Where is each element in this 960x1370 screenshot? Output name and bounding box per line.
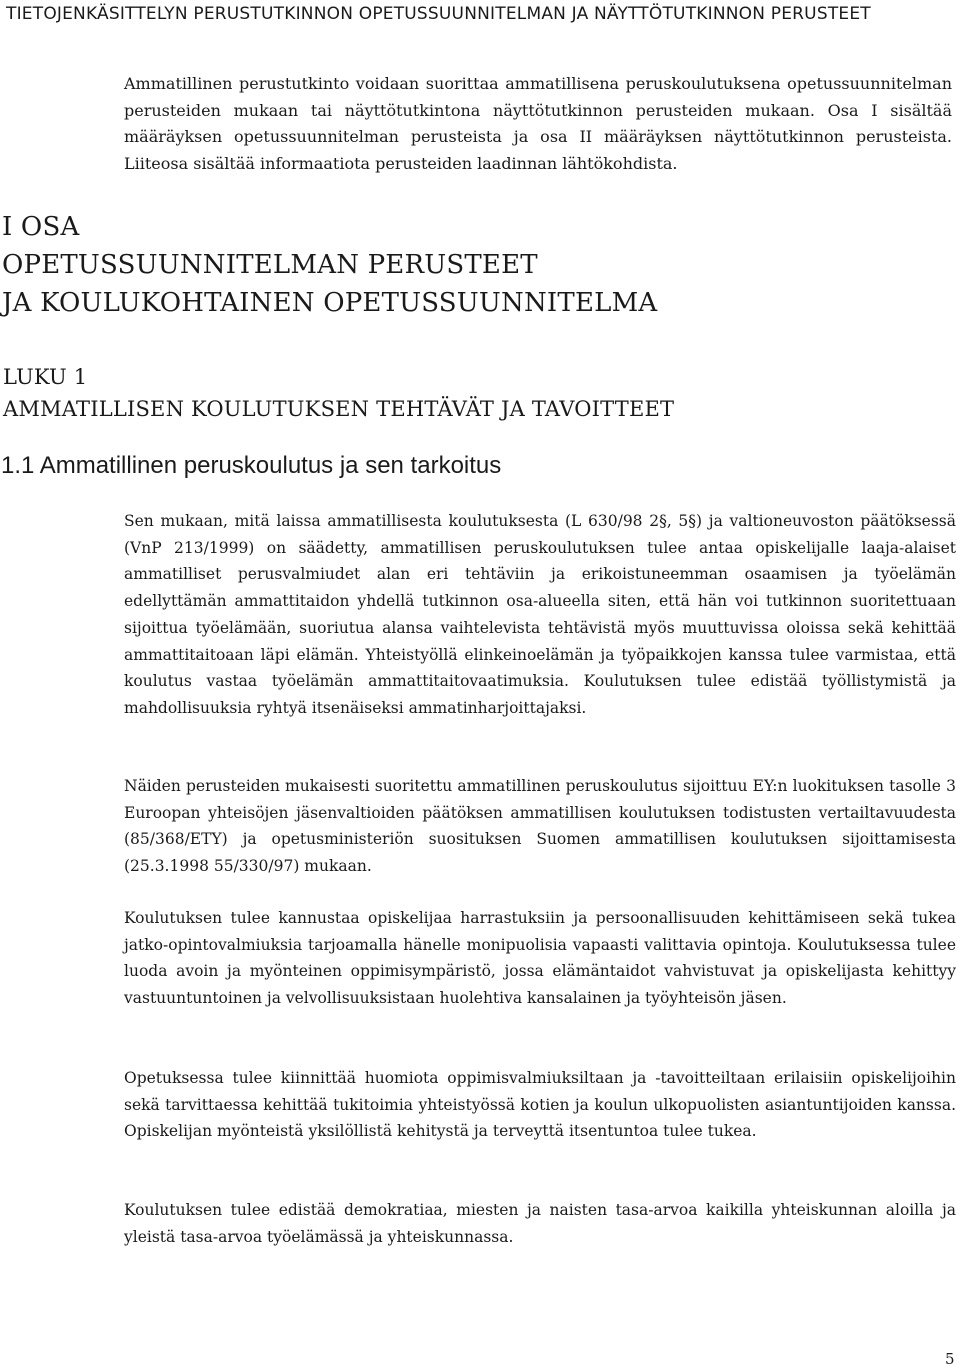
part-heading	[2, 208, 952, 322]
part-label: I OSA	[2, 212, 80, 242]
body-paragraph-4: Opetuksessa tulee kiinnittää huomiota oppimisvalmiuksiltaan ja -tavoitteiltaan erilaisiin opiskelijoihin sekä tarvittaessa kehittää tukitoimia yhteistyössä kotien ja koulun ulkopuolisten asiantuntijoiden kanssa. Opiskelijan myönteistä yksilöllistä kehitystä ja terveyttä itsentuntoa tulee tukea.	[124, 1069, 956, 1141]
part-title-line-2: JA KOULUKOHTAINEN OPETUSSUUNNITELMA	[2, 288, 658, 318]
chapter-title: AMMATILLISEN KOULUTUKSEN TEHTÄVÄT JA TAVOITTEET	[3, 397, 675, 421]
body-paragraph-1: Sen mukaan, mitä laissa ammatillisesta koulutuksesta (L 630/98 2§, 5§) ja valtioneuvoston päätöksessä (VnP 213/1999) on säädetty, ammatillisen peruskoulutuksen tulee antaa opiskelijalle laaja-alaiset ammatilliset perusvalmiudet alan eri tehtäviin ja erikoistuneemman osaamisen ja työelämän edellyttämän ammattitaidon yhdellä tutkinnon osa-alueella siten, että hän voi tutkinnon suoritettuaan sijoittua työelämään, suoriutua alansa vaihtelevista tehtävistä myös muuttuvissa oloissa sekä kehittää ammattitaitoaan läpi elämän. Yhteistyöllä elinkeinoelämän ja työpaikkojen kanssa tulee varmistaa, että koulutus vastaa työelämän ammattitaitovaatimuksia. Koulutuksen tulee edistää työllistymistä ja mahdollisuuksia ryhtyä itsenäiseksi ammatinharjoittajaksi.	[124, 512, 956, 717]
body-paragraph-3: Koulutuksen tulee kannustaa opiskelijaa harrastuksiin ja persoonallisuuden kehittämiseen sekä tukea jatko-opintovalmiuksia tarjoamalla hänelle monipuolisia vapaasti valittavia opintoja. Koulutuksessa tulee luoda avoin ja myönteinen oppimisympäristö, jossa elämäntaidot vahvistuvat ja opiskelijasta kehittyy vastuuntuntoinen ja velvollisuuksistaan huolehtiva kansalainen ja työyhteisön jäsen.	[124, 909, 956, 1008]
intro-paragraph: Ammatillinen perustutkinto voidaan suorittaa ammatillisena peruskoulutuksena opetussuunnitelman perusteiden mukaan tai näyttötutkintona näyttötutkinnon perusteiden mukaan. Osa I sisältää määräyksen opetussuunnitelman perusteista ja osa II määräyksen näyttötutkinnon perusteista. Liiteosa sisältää informaatiota perusteiden laadinnan lähtökohdista.	[124, 74, 952, 173]
body-paragraph-5: Koulutuksen tulee edistää demokratiaa, miesten ja naisten tasa-arvoa kaikilla yhteiskunnan aloilla ja yleistä tasa-arvoa työelämässä ja yhteiskunnassa.	[124, 1201, 956, 1246]
page-number: 5	[945, 1350, 955, 1368]
chapter-heading	[3, 361, 953, 425]
part-title-line-1: OPETUSSUUNNITELMAN PERUSTEET	[2, 250, 538, 280]
chapter-label: LUKU 1	[3, 365, 88, 389]
body-paragraph-2: Näiden perusteiden mukaisesti suoritettu ammatillinen peruskoulutus sijoittuu EY:n luokituksen tasolle 3 Euroopan yhteisöjen jäsenvaltioiden päätöksen ammatillisen koulutuksen todistusten vertailtavuudesta (85/368/ETY) ja opetusministeriön suosituksen Suomen ammatillisen koulutuksen sijoittamisesta (25.3.1998 55/330/97) mukaan.	[124, 777, 956, 876]
section-heading: 1.1 Ammatillinen peruskoulutus ja sen tarkoitus	[1, 452, 502, 479]
running-header: TIETOJENKÄSITTELYN PERUSTUTKINNON OPETUSSUUNNITELMAN JA NÄYTTÖTUTKINNON PERUSTEET	[6, 4, 871, 24]
